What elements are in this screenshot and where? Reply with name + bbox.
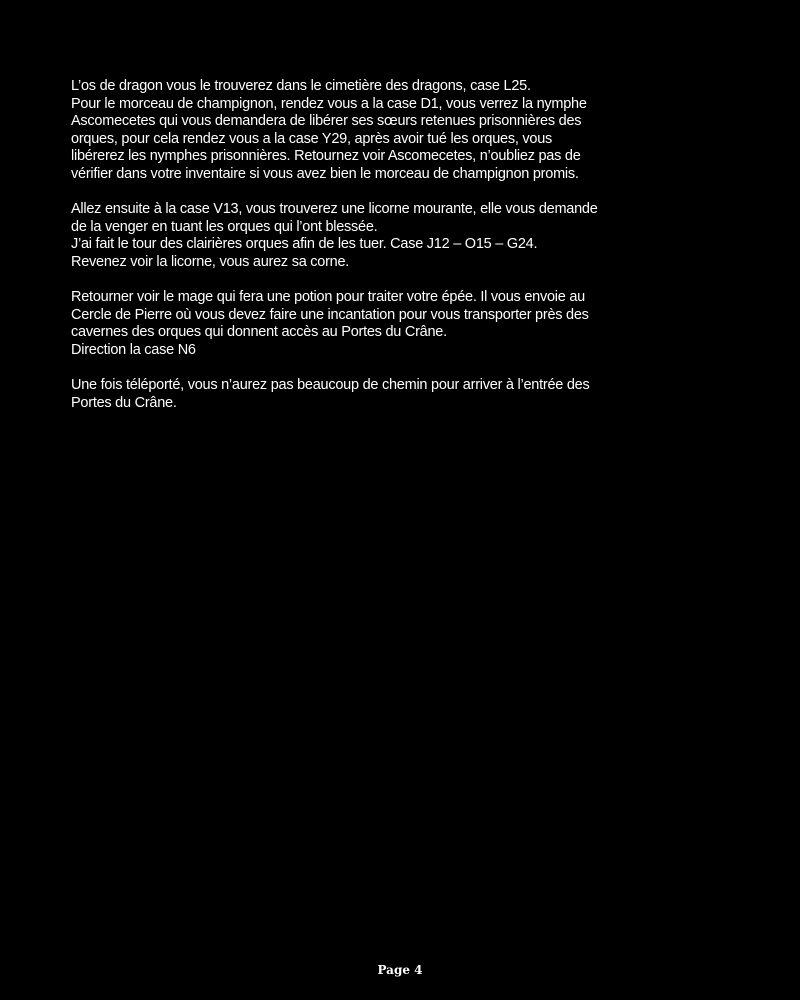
document-body — [71, 78, 671, 430]
text-line: Retourner voir le mage qui fera une potion pour traiter votre épée. Il vous envoie au — [71, 289, 585, 305]
text-line: J’ai fait le tour des clairières orques afin de les tuer. Case J12 – O15 – G24. — [71, 236, 538, 252]
page-number: Page 4 — [377, 963, 423, 977]
text-line: vérifier dans votre inventaire si vous avez bien le morceau de champignon promis. — [71, 165, 579, 182]
text-line: Cercle de Pierre où vous devez faire une incantation pour vous transporter près des — [71, 306, 589, 323]
text-line: Une fois téléporté, vous n’aurez pas beaucoup de chemin pour arriver à l’entrée des — [71, 377, 590, 393]
paragraph-dragon-bone-and-mushroom — [71, 78, 671, 183]
text-line: Revenez voir la licorne, vous aurez sa corne. — [71, 253, 350, 270]
text-line: de la venger en tuant les orques qui l’ont blessée. — [71, 218, 378, 235]
text-line: libérerez les nymphes prisonnières. Retournez voir Ascomecetes, n’oubliez pas de — [71, 148, 581, 164]
text-line: Ascomecetes qui vous demandera de libérer ses sœurs retenues prisonnières des — [71, 113, 582, 129]
text-line: Pour le morceau de champignon, rendez vous a la case D1, vous verrez la nymphe — [71, 95, 587, 112]
paragraph-mage-and-stone-circle — [71, 289, 671, 359]
paragraph-unicorn — [71, 201, 671, 271]
text-line: Portes du Crâne. — [71, 394, 177, 411]
text-line: orques, pour cela rendez vous a la case Y29, après avoir tué les orques, vous — [71, 130, 553, 147]
text-line: Allez ensuite à la case V13, vous trouverez une licorne mourante, elle vous demande — [71, 201, 598, 217]
text-line: cavernes des orques qui donnent accès au Portes du Crâne. — [71, 324, 447, 340]
text-line: L’os de dragon vous le trouverez dans le cimetière des dragons, case L25. — [71, 78, 531, 94]
text-line: Direction la case N6 — [71, 341, 196, 358]
paragraph-teleport — [71, 377, 671, 412]
